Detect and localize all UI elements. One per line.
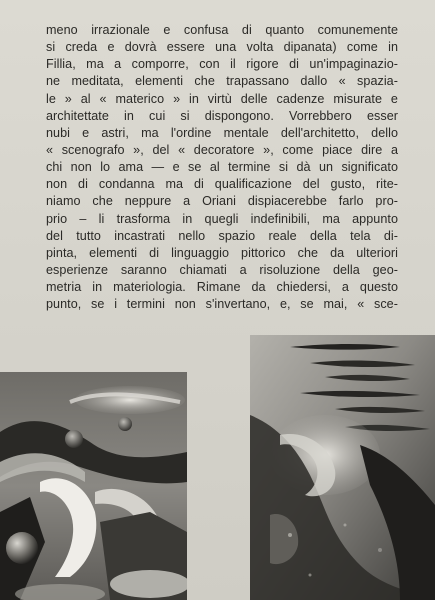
article-text [46, 22, 398, 313]
text-line: metria in materiologia. Rimane da chiedersi, a questo [46, 280, 398, 295]
text-line: meno irrazionale e confusa di quanto comunemente [46, 23, 398, 37]
text-line: esperienze saranno chiamati a risoluzione della geo- [46, 262, 398, 277]
text-line: del tutto incastrati nello spazio reale della tela di- [46, 228, 398, 243]
text-line: Fillia, ma a comporre, con il rigore di un'impaginazio- [46, 57, 398, 72]
text-line: niamo che neppure a Oriani dispiacerebbe farlo pro- [46, 194, 398, 209]
text-line: si creda e dovrà essere una volta dipanata) come in [46, 40, 398, 55]
text-line: nubi e astri, ma l'ordine mentale dell'architetto, dello [46, 125, 398, 140]
painting-left-image [0, 372, 187, 600]
painting-reproduction-right [250, 335, 435, 600]
text-line: chi non lo ama — e se al termine si dà un significato [46, 160, 398, 175]
text-line: non di condanna ma di qualificazione del gusto, rite- [46, 177, 398, 192]
text-line: ne meditata, elementi che trapassano dallo « spazia- [46, 74, 398, 89]
text-line: punto, se i termini non s'invertano, e, se mai, « sce- [46, 297, 398, 312]
text-line: architettate in cui si dispongono. Vorrebbero esser [46, 108, 398, 123]
text-line: « scenografo », del « decoratore », come piace dire a [46, 142, 398, 157]
painting-reproduction-left [0, 372, 187, 600]
text-line: le » al « materico » in virtù delle cadenze misurate e [46, 91, 398, 106]
text-line: pinta, elementi di linguaggio pittorico che da ulteriori [46, 245, 398, 260]
text-line: prio – li trasforma in quegli indefinibili, ma appunto [46, 211, 398, 226]
painting-right-image [250, 335, 435, 600]
